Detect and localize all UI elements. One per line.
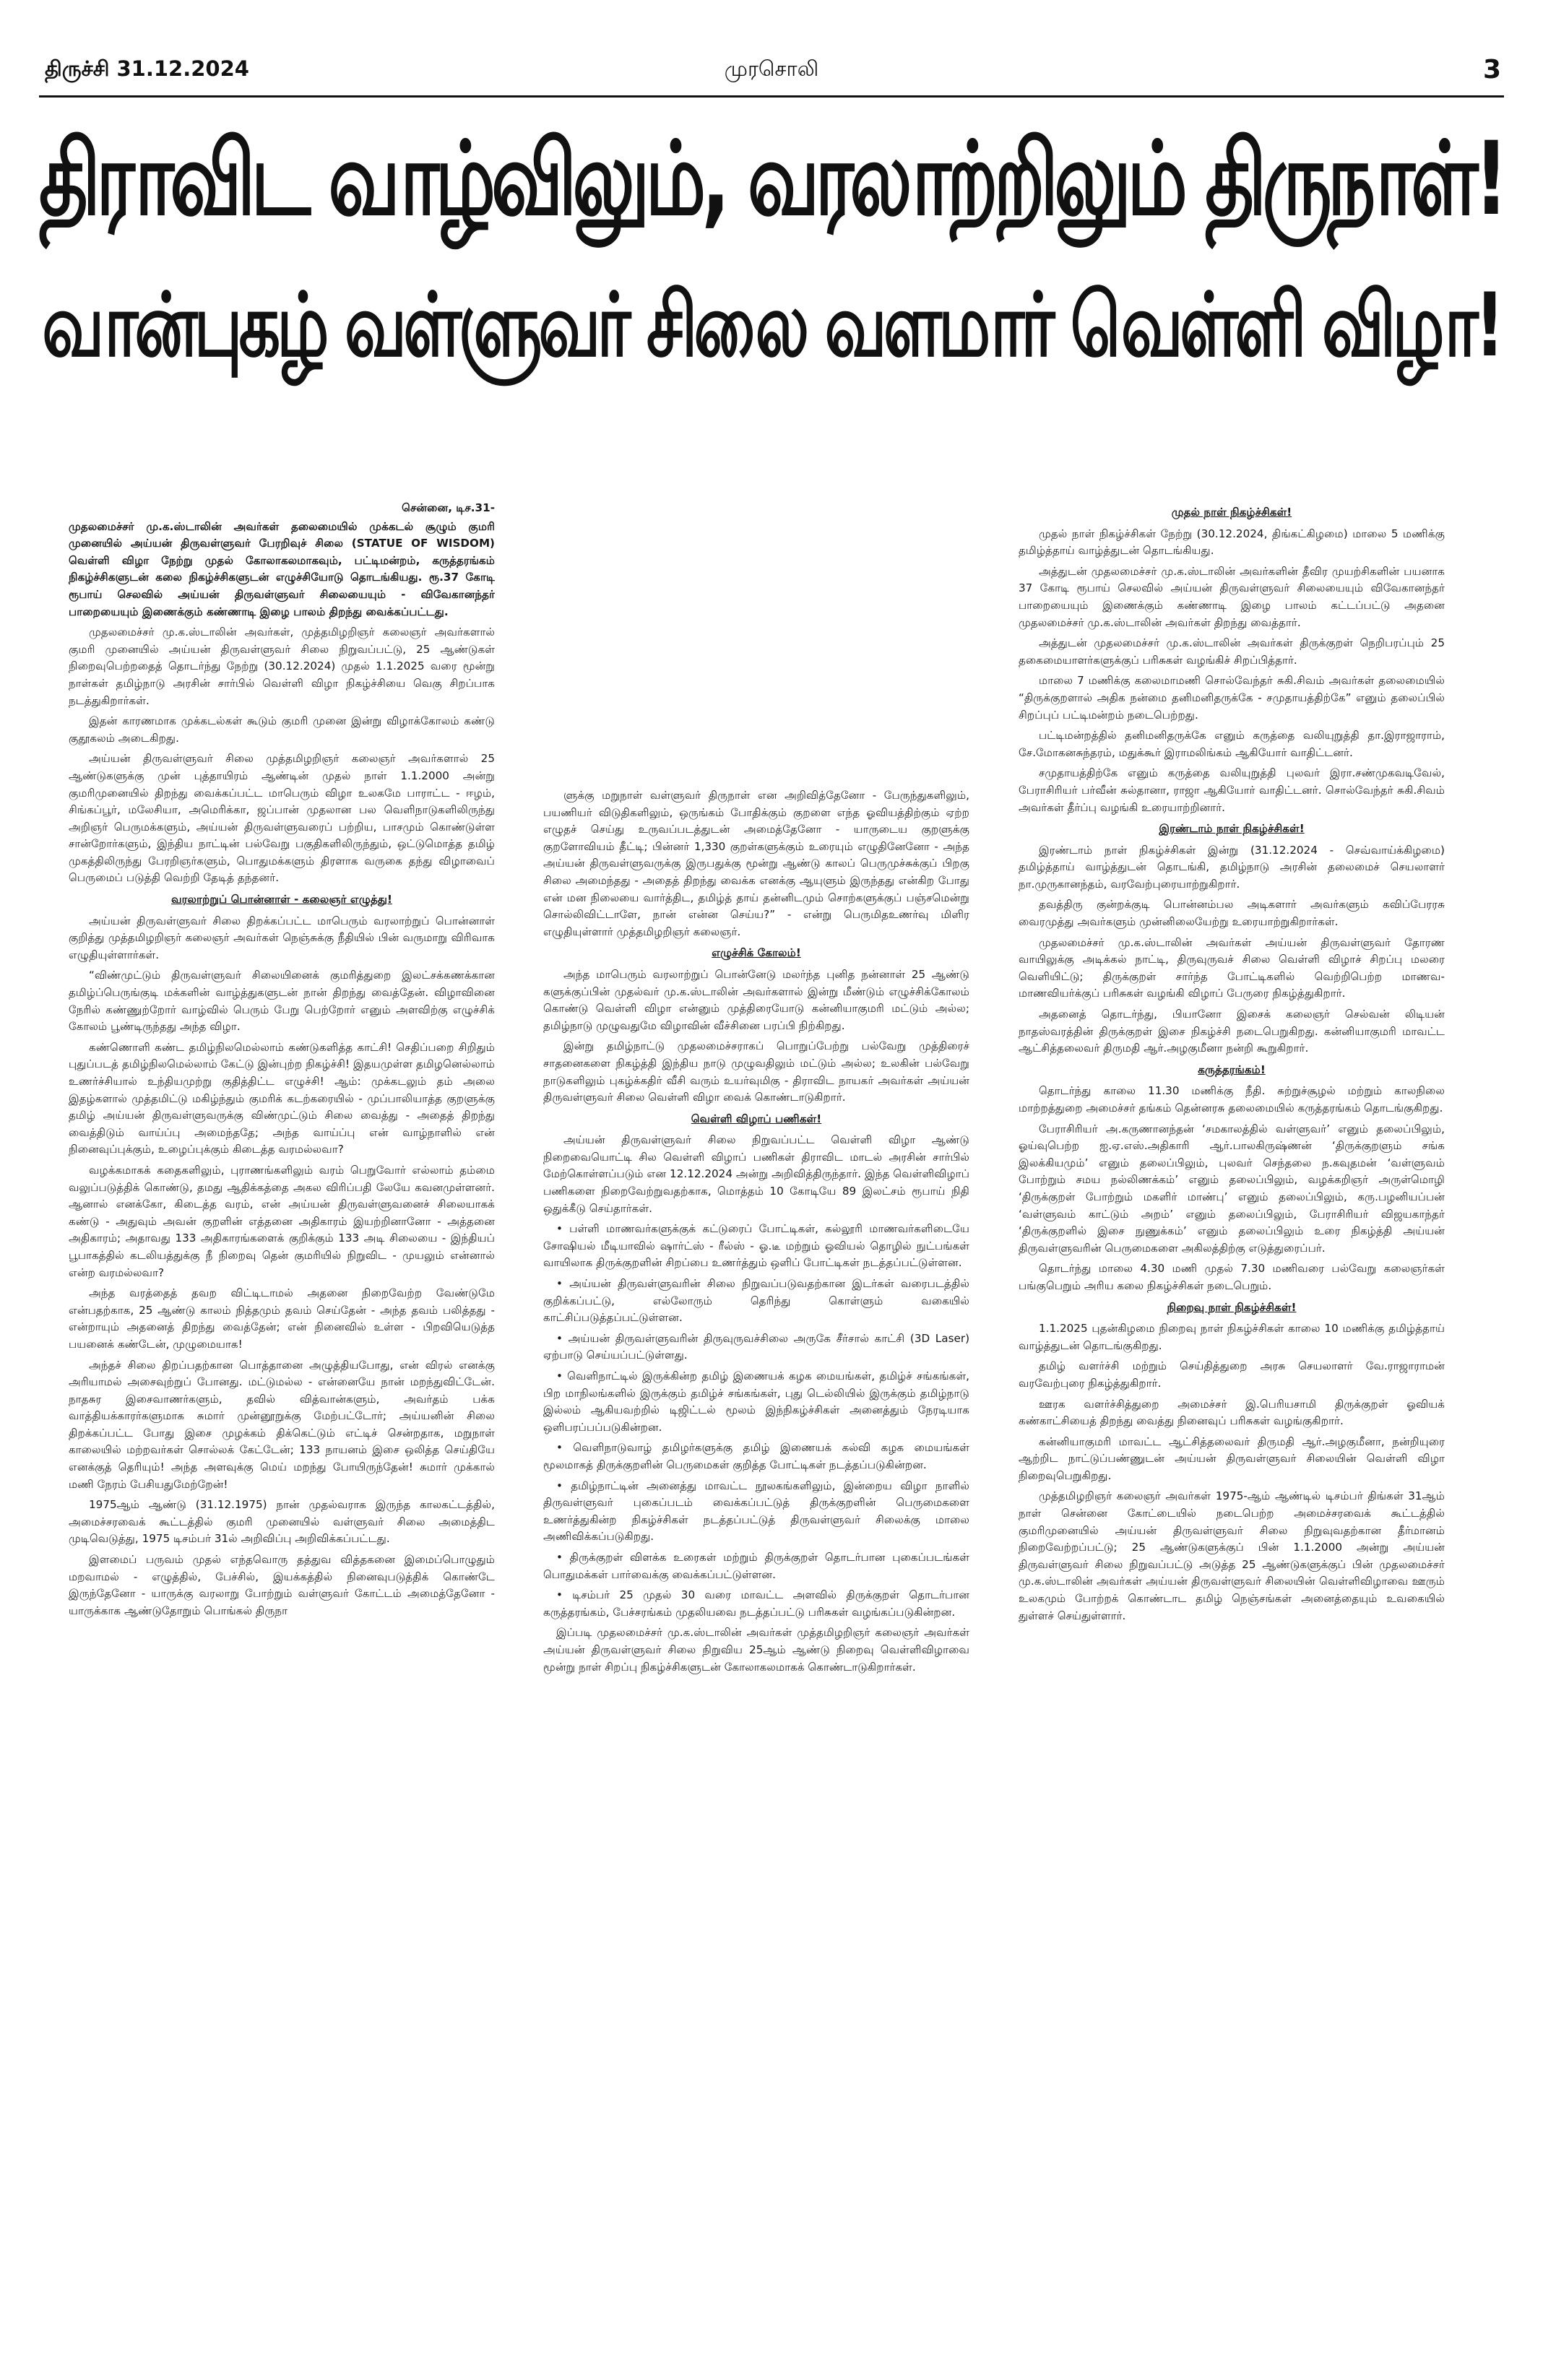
col1-paragraphs — [69, 624, 495, 887]
headline-text: திராவிட வாழ்விலும், வரலாற்றிலும் திருநாள்! — [38, 119, 1505, 238]
paragraph: இரண்டாம் நாள் நிகழ்ச்சிகள் இன்று (31.12.2024 - செவ்வாய்க்கிழமை) தமிழ்த்தாய் வாழ்த்துடன் தொடங்கி, தமிழ்நாடு அரசின் தலைமைச் செயலாளர் நா.முருகானந்தம், வரவேற்புரையாற்றுகிறார். — [1019, 843, 1445, 891]
paragraph: கன்னியாகுமரி மாவட்ட ஆட்சித்தலைவர் திருமதி ஆர்.அழகுமீனா, நன்றியுரை ஆற்றிட நாட்டுப்பண்ணுடன் அய்யன் திருவள்ளுவர் சிலையின் வெள்ளி விழா நிறைவுபெறுகிறது. — [1019, 1435, 1445, 1482]
paragraph: “விண்முட்டும் திருவள்ளுவர் சிலையினைக் குமரித்துறை இலட்சக்கணக்கான தமிழ்ப்பெருங்குடி மக்களின் வாழ்த்துகளுடன் நான் திறந்து வைத்தேன். விழாவினை நேரில் கண்ணுற்றோர் வாழ்வில் பெரும் பேறு பெற்றோர் எனும் அளவிற்கு எழுச்சிக் கோலம் பூண்டிருந்தது அந்த விழா. — [69, 969, 495, 1034]
col2-paragraphs — [543, 787, 969, 940]
paragraph: 1975ஆம் ஆண்டு (31.12.1975) நான் முதல்வராக இருந்த காலகட்டத்தில், அமைச்சரவைக் கூட்டத்தில் குமரி முனையில் வள்ளுவர் சிலை அமைத்திட முடிவெடுத்து, 1975 டிசம்பர் 31ல் அறிவிப்பு அறிவிக்கப்பட்டது. — [69, 1498, 495, 1546]
paragraph: அந்த மாபெரும் வரலாற்றுப் பொன்னேடு மலர்ந்த புனித நன்னாள் 25 ஆண்டு களுக்குப்பின் முதல்வர் மு.க.ஸ்டாலின் அவர்களால் இன்று மீண்டும் எழுச்சிக்கோலம் கொண்டு வெள்ளி விழா என்னும் முத்திரையோடு கன்னியாகுமரி மட்டும் அல்ல; தமிழ்நாடு முழுவதுமே விழாவின் வீச்சினை பரப்பி நிற்கிறது. — [543, 967, 969, 1032]
paragraph: • டிசம்பர் 25 முதல் 30 வரை மாவட்ட அளவில் திருக்குறள் தொடர்பான கருத்தரங்கம், பேச்சரங்கம் முதலியவை நடத்தப்பட்டு பரிசுகள் வழங்கப்படுகின்றன. — [543, 1588, 969, 1619]
masthead-rule — [39, 95, 1504, 98]
paragraph: 1.1.2025 புதன்கிழமை நிறைவு நாள் நிகழ்ச்சிகள் காலை 10 மணிக்கு தமிழ்த்தாய் வாழ்த்துடன் தொடங்குகிறது. — [1019, 1322, 1445, 1352]
col1-paragraphs-2 — [69, 913, 495, 1620]
paragraph: • திருக்குறள் விளக்க உரைகள் மற்றும் திருக்குறள் தொடர்பான புகைப்படங்கள் பொதுமக்கள் பார்வைக்கு வைக்கப்பட்டுள்ளன. — [543, 1550, 969, 1581]
paragraph: முத்தமிழறிஞர் கலைஞர் அவர்கள் 1975-ஆம் ஆண்டில் டிசம்பர் திங்கள் 31ஆம் நாள் சென்னை கோட்டையில் நடைபெற்ற அமைச்சரவைக் கூட்டத்தில் குமரிமுனையில் அய்யன் திருவள்ளுவர் சிலை நிறுவுவதற்கான தீர்மானம் நிறைவேற்றப்பட்டு; 25 ஆண்டுகளுக்குப் பின் 1.1.2000 அன்று அய்யன் திருவள்ளுவர் சிலை நிறுவப்பட்டு அடுத்த 25 ஆண்டுகளுக்குப் பின் முதலமைச்சர் மு.க.ஸ்டாலின் அவர்கள் அய்யன் திருவள்ளுவர் சிலையின் வெள்ளிவிழாவை ஊரும் உலகமும் போற்றக் கொண்டாட தமிழ் நெஞ்சங்கள் அனைத்தையும் உவகையில் துள்ளச் செய்துள்ளார். — [1019, 1489, 1445, 1622]
paragraph: தொடர்ந்து மாலை 4.30 மணி முதல் 7.30 மணிவரை பல்வேறு கலைஞர்கள் பங்குபெறும் அரிய கலை நிகழ்ச்சிகள் நடைபெறும். — [1019, 1262, 1445, 1292]
paragraph: அய்யன் திருவள்ளுவர் சிலை முத்தமிழறிஞர் கலைஞர் அவர்களால் 25 ஆண்டுகளுக்கு முன் புத்தாயிரம் ஆண்டின் முதல் நாள் 1.1.2000 அன்று குமரிமுனையில் திறந்து வைக்கப்பட்ட மாபெரும் விழா உலகமே பாராட்ட - ஈழம், சிங்கப்பூர், மலேசியா, அமெரிக்கா, ஜப்பான் முதலான பல வெளிநாடுகளிலிருந்து அறிஞர் பெருமக்களும், அய்யன் திருவள்ளுவரைப் பற்றிய, பாசமும் கொண்டுள்ள சான்றோர்களும், இந்திய நாட்டின் பல்வேறு பகுதிகளிலிருந்தும், ஒட்டுமொத்த தமிழ் முகத்திலிருந்து பேரறிஞர்களும், பொதுமக்களும் திரளாக வருகை தந்து விழாவைப் பெருமைப் படுத்தி வெற்றி தேடித் தந்தனர். — [69, 752, 495, 885]
subheading: முதல் நாள் நிகழ்ச்சிகள்! — [1171, 506, 1292, 519]
paragraph: சமுதாயத்திற்கே எனும் கருத்தை வலியுறுத்தி புலவர் இரா.சண்முகவடிவேல், பேராசிரியர் பர்வீன் சுல்தானா, ராஜா ஆகியோர் வாதிட்டனர். சொல்வேந்தர் சுகி.சிவம் அவர்கள் தீர்ப்பு வழங்கி உரையாற்றினார். — [1019, 766, 1445, 814]
paragraph: அய்யன் திருவள்ளுவர் சிலை நிறுவப்பட்ட வெள்ளி விழா ஆண்டு நிறைவையொட்டி சில வெள்ளி விழாப் பணிகள் திராவிட மாடல் அரசின் சார்பில் மேற்கொள்ளப்படும் என 12.12.2024 அன்று அறிவித்திருந்தார். இந்த வெள்ளிவிழாப் பணிகளை நிறைவேற்றுவதற்காக, மொத்தம் 10 கோடியே 89 இலட்சம் ரூபாய் நிதி ஒதுக்கீடு செய்தார்கள். — [543, 1133, 969, 1215]
paragraph: பட்டிமன்றத்தில் தனிமனிதருக்கே எனும் கருத்தை வலியுறுத்தி தா.இராஜாராம், சே.மோகனசுந்தரம், மதுக்கூர் இராமலிங்கம் ஆகியோர் வாதிட்டனர். — [1019, 729, 1445, 759]
paragraph: தொடர்ந்து காலை 11.30 மணிக்கு நீதி. சுற்றுச்சூழல் மற்றும் காலநிலை மாற்றத்துறை அமைச்சர் தங்கம் தென்னரசு தலைமையில் கருத்தரங்கம் தொடங்குகிறது. — [1019, 1084, 1445, 1115]
paragraph: பேராசிரியர் அ.கருணானந்தன் ‘சமகாலத்தில் வள்ளுவர்’ எனும் தலைப்பிலும், ஓய்வுபெற்ற ஐ.ஏ.எஸ்.அதிகாரி ஆர்.பாலகிருஷ்ணன் ‘திருக்குறளும் சங்க இலக்கியமும்’ எனும் தலைப்பிலும், புலவர் செந்தலை ந.கவுதமன் ‘வள்ளுவம் போற்றும் சமய நல்லிணக்கம்’ எனும் தலைப்பிலும், வழக்கறிஞர் அருள்மொழி ‘திருக்குறள் போற்றும் மகளிர் மாண்பு’ எனும் தலைப்பிலும், கரு.பழனியப்பன் ‘வள்ளுவம் காட்டும் அறம்’ எனும் தலைப்பிலும், பேராசிரியர் விஜயகாந்தர் ‘திருக்குறளில் இசை நுணுக்கம்’ எனும் தலைப்பிலும் உரை நிகழ்த்தி அய்யன் திருவள்ளுவரின் பெருமைகளை அகிலத்திற்கு எடுத்துரைப்பர். — [1019, 1122, 1445, 1255]
article-lead: முதலமைச்சர் மு.க.ஸ்டாலின் அவர்கள் தலைமையில் முக்கடல் சூழும் குமரி முனையில் அய்யன் திருவள்ளுவர் பேரறிவுச் சிலை (STATUE OF WISDOM) வெள்ளி விழா நேற்று முதல் கோலாகலமாகவும், பட்டிமன்றம், கருத்தரங்கம் நிகழ்ச்சிகளுடன் கலை நிகழ்ச்சிகளுடன் எழுச்சியோடு தொடங்கியது. ரூ.37 கோடி ரூபாய் செலவில் அய்யன் திருவள்ளுவர் சிலையையும் - விவேகானந்தர் பாறையையும் இணைக்கும் கண்ணாடி இழை பாலம் திறந்து வைக்கப்பட்டது. — [69, 519, 495, 618]
article-column-3 — [1019, 500, 1445, 1628]
paragraph: முதல் நாள் நிகழ்ச்சிகள் நேற்று (30.12.2024, திங்கட்கிழமை) மாலை 5 மணிக்கு தமிழ்த்தாய் வாழ்த்துடன் தொடங்கியது. — [1019, 527, 1445, 558]
col3-paragraphs-1 — [1019, 526, 1445, 817]
headline-line-1 — [29, 119, 1514, 252]
paragraph: • வெளிநாடுவாழ் தமிழர்களுக்கு தமிழ் இணையக் கல்வி கழக மையங்கள் மூலமாகத் திருக்குறளின் பெருமைகள் குறித்த போட்டிகள் நடத்தப்படுகின்றன. — [543, 1441, 969, 1471]
dateline: சென்னை, டிச.31- — [402, 501, 495, 514]
paragraph: இதன் காரணமாக முக்கடல்கள் கூடும் குமரி முனை இன்று விழாக்கோலம் கண்டு குதூகலம் அடைகிறது. — [69, 714, 495, 745]
col2-bullets — [543, 1221, 969, 1676]
paragraph: வழக்கமாகக் கதைகளிலும், புராணங்களிலும் வரம் பெறுவோர் எல்லாம் தம்மை வலுப்படுத்திக் கொண்டு, தமது ஆதிக்கத்தை அகல விரிப்பதி லேயே கவனமுள்ளனர். ஆனால் எனக்கோ, கிடைத்த வரம், என் அய்யன் திருவள்ளுவனைச் சிலையாகக் கண்டு - அதுவும் அவன் குறளின் எத்தனை அதிகாரம் இயற்றினானோ - அத்தனை அதிகாரம்; அதாவது 133 அதிகாரங்களைக் குறிக்கும் 133 அடி சிலையை - இந்தியப் பூபாகத்தில் கடலியத்துக்கு நீ நிறைவு தென் குமரியில் நிறுவிட - முயலும் என்னால் என்ற வரமல்லவா? — [69, 1163, 495, 1279]
paragraph: அத்துடன் முதலமைச்சர் மு.க.ஸ்டாலின் அவர்களின் தீவிர முயற்சிகளின் பயனாக 37 கோடி ரூபாய் செலவில் அய்யன் திருவள்ளுவர் சிலையையும் விவேகானந்தர் பாறையையும் இணைக்கும் கண்ணாடி இழை பாலம் கட்டப்பட்டு அதனை முதலமைச்சர் மு.க.ஸ்டாலின் அவர்கள் திறந்து வைத்தார். — [1019, 564, 1445, 629]
paragraph: ஊரக வளர்ச்சித்துறை அமைச்சர் இ.பெரியசாமி திருக்குறள் ஓவியக் கண்காட்சியைத் திறந்து வைத்து நினைவுப் பரிசுகள் வழங்குகிறார். — [1019, 1397, 1445, 1428]
page-number: 3 — [1482, 55, 1501, 85]
paragraph: • அய்யன் திருவள்ளுவரின் சிலை நிறுவப்படுவதற்கான இடர்கள் வரைபடத்தில் குறிக்கப்பட்டு, எல்லோரும் தெரிந்து கொள்ளும் வகையில் காட்சிப்படுத்தப்பட்டுள்ளன. — [543, 1277, 969, 1325]
paragraph: தமிழ் வளர்ச்சி மற்றும் செய்தித்துறை அரசு செயலாளர் வே.ராஜாராமன் வரவேற்புரை நிகழ்த்துகிறார். — [1019, 1359, 1445, 1390]
article-column-2 — [543, 787, 969, 1679]
masthead — [39, 56, 1504, 91]
subheading: வரலாற்றுப் பொன்னாள் - கலைஞர் எழுத்து! — [171, 893, 392, 906]
col2-paragraphs-2 — [543, 966, 969, 1107]
paragraph: இன்று தமிழ்நாட்டு முதலமைச்சராகப் பொறுப்பேற்று பல்வேறு முத்திரைச் சாதனைகளை நிகழ்த்தி இந்திய நாடு முழுவதிலும் மட்டும் அல்ல; உலகின் பல்வேறு நாடுகளிலும் புகழ்க்கதிர் வீசி வரும் உயர்வுமிகு - திராவிட நாயகர் அவர்கள் அய்யன் திருவள்ளுவர் சிலை வெள்ளி விழா வைக் கொண்டாடுகிறார். — [543, 1039, 969, 1104]
paragraph: ளுக்கு மறுநாள் வள்ளுவர் திருநாள் என அறிவித்தேனோ - பேருந்துகளிலும், பயணியர் விடுதிகளிலும், ஒருங்கம் போதிக்கும் குறளை எந்த ஓவியத்திற்கும் ஏற்ற எழுதச் செய்து உருவப்படத்துடன் அமைத்தேனோ - யாருடைய குறளுக்கு குறளோவியம் தீட்டி; பின்னர் 1,330 குறள்களுக்கும் உரையும் எழுதினேனோ - அந்த அய்யன் திருவள்ளுவருக்கு இருபதுக்கு மூன்று ஆண்டு காலப் பெருமுச்சுக்குப் பிறகு சிலை அமைந்தது - அதைத் திறந்து வைக்க எனக்கு ஆயுளும் இருந்தது என்கிற போது என் மன நிலையை வார்த்திட, தமிழ்த் தாய் தன்னிடமும் சொற்களுக்குப் பஞ்சமென்று சொல்லிவிட்டாளே, நான் என்ன செய்ய?” - என்று பெருமிதஉணர்வு மிளிர எழுதியுள்ளார் முத்தமிழறிஞர் கலைஞர். — [543, 789, 969, 938]
paragraph: கண்ணொளி கண்ட தமிழ்நிலமெல்லாம் கண்டுகளித்த காட்சி! செதிப்பறை சிறிதும் புதுப்படத் தமிழ்நிலமெல்லாம் கேட்டு இன்புற்ற நிகழ்ச்சி! இதயமுள்ள தமிழனெல்லாம் உணர்ச்சியால் உந்தியமுற்று குதித்திட்ட எழுச்சி! ஆம்: முக்கடலும் தம் அலை இதழ்களால் முத்தமிட்டு மகிழ்ந்தும் குமரிக் கடற்கரையில் - முப்பாலியாத்த குறளுக்கு தமிழ் அய்யன் திருவள்ளுவருக்கு விண்முட்டும் சிலை வைத்து - அதைத் திறந்து வைத்திடும் வாய்ப்பு அமைந்ததே; அந்த வாய்ப்பு என் வாழ்நாளில் என் நினைவுப்புக்கும், உழைப்புக்கும் கிடைத்த வரமல்லவா? — [69, 1040, 495, 1156]
paragraph: • அய்யன் திருவள்ளுவரின் திருவுருவச்சிலை அருகே சீர்சால் காட்சி (3D Laser) ஏற்பாடு செய்யப்பட்டுள்ளது. — [543, 1331, 969, 1362]
headline-line-2 — [29, 274, 1514, 389]
subheading: எழுச்சிக் கோலம்! — [712, 946, 801, 960]
paragraph: இளமைப் பருவம் முதல் எந்தவொரு தத்துவ வித்தகனை இமைப்பொழுதும் மறவாமல் - எழுத்தில், பேச்சில், இயக்கத்தில் நினைவுபடுத்திக் கொண்டே இருந்தேனோ - யாருக்கு வரலாறு போற்றும் வள்ளுவர் கோட்டம் அமைத்தேனோ - யாருக்காக ஆண்டுதோறும் பொங்கல் திருநா — [69, 1553, 495, 1617]
paragraph: • வெளிநாட்டில் இருக்கின்ற தமிழ் இணையக் கழக மையங்கள், தமிழ்ச் சங்கங்கள், பிற மாநிலங்களில் இருக்கும் தமிழ்ச் சங்கங்கள், புது டெல்லியில் இருக்கும் தமிழ்நாடு இல்லம் ஆகியவற்றில் டிஜிட்டல் மூலம் இந்நிகழ்ச்சிகள் அனைத்தும் நேரடியாக ஒளிபரப்பப்படுகின்றன. — [543, 1369, 969, 1434]
paragraph: அதனைத் தொடர்ந்து, பியானோ இசைக் கலைஞர் செல்வன் லிடியன் நாதஸ்வரத்தின் திருக்குறள் இசை நிகழ்ச்சி நடைபெறுகிறது. கன்னியாகுமரி மாவட்ட ஆட்சித்தலைவர் திருமதி ஆர்.அழகுமீனா நன்றி கூறுகிறார். — [1019, 1008, 1445, 1055]
paragraph: • பள்ளி மாணவர்களுக்குக் கட்டுரைப் போட்டிகள், கல்லூரி மாணவர்களிடையே சோஷியல் மீடியாவில் ஷார்ட்ஸ் - ரீல்ஸ் - ஓ.டீ மற்றும் ஓவியல் தொழில் நுட்பங்கள் வாயிலாக திருக்குறளின் சிறப்பை உணர்த்தும் ஒளிப் போட்டிகள் நடத்தப்பட்டுள்ளன. — [543, 1222, 969, 1270]
paragraph: மாலை 7 மணிக்கு கலைமாமணி சொல்வேந்தர் சுகி.சிவம் அவர்கள் தலைமையில் “திருக்குறளால் அதிக நன்மை தனிமனிதருக்கே - சமுதாயத்திற்கே” எனும் தலைப்பில் சிறப்புப் பட்டிமன்றம் நடைபெற்றது. — [1019, 674, 1445, 722]
headline-text: வான்புகழ் வள்ளுவர் சிலை வளமார் வெள்ளி விழா! — [42, 274, 1501, 377]
subheading: நிறைவு நாள் நிகழ்ச்சிகள்! — [1167, 1300, 1297, 1314]
subheading: இரண்டாம் நாள் நிகழ்ச்சிகள்! — [1159, 822, 1305, 836]
paragraph: இப்படி முதலமைச்சர் மு.க.ஸ்டாலின் அவர்கள் முத்தமிழறிஞர் கலைஞர் அவர்கள் அய்யன் திருவள்ளுவர் சிலை நிறுவிய 25ஆம் ஆண்டு நிறைவு வெள்ளிவிழாவை மூன்று நாள் சிறப்பு நிகழ்ச்சிகளுடன் கோலாகலமாகக் கொண்டாடுகிறார்கள். — [543, 1626, 969, 1674]
paragraph: முதலமைச்சர் மு.க.ஸ்டாலின் அவர்கள் அய்யன் திருவள்ளுவர் தோரண வாயிலுக்கு அடிக்கல் நாட்டி, திருவுருவச் சிலை வெள்ளி விழாச் சிறப்பு மலரை வெளியிட்டு; திருக்குறள் சார்ந்த போட்டிகளில் வெற்றிபெற்ற மாணவ- மாணவியர்க்குப் பரிசுகள் வழங்கி விழாப் பேருரை நிகழ்த்துகிறார். — [1019, 935, 1445, 1000]
col3-paragraphs-4 — [1019, 1320, 1445, 1624]
col2-paragraphs-3 — [543, 1132, 969, 1217]
article-column-1 — [69, 500, 495, 1623]
paragraph: அத்துடன் முதலமைச்சர் மு.க.ஸ்டாலின் அவர்கள் திருக்குறள் நெறிபரப்பும் 25 தகைமையாளர்களுக்குப் பரிசுகள் வழங்கிச் சிறப்பித்தார். — [1019, 636, 1445, 667]
edition-date: திருச்சி 31.12.2024 — [45, 56, 249, 81]
subheading: கருத்தரங்கம்! — [1198, 1063, 1266, 1076]
paragraph: தவத்திரு குன்றக்குடி பொன்னம்பல அடிகளார் அவர்களும் கவிப்பேரரசு வைரமுத்து அவர்களும் முன்னிலையேற்று உரையாற்றுகிறார்கள். — [1019, 898, 1445, 929]
paper-name: முரசொலி — [724, 56, 819, 81]
paragraph: அய்யன் திருவள்ளுவர் சிலை திறக்கப்பட்ட மாபெரும் வரலாற்றுப் பொன்னாள் குறித்து முத்தமிழறிஞர் கலைஞர் அவர்கள் நெஞ்சுக்கு நீதியில் பின் வருமாறு விரிவாக எழுதியுள்ளார்கள். — [69, 914, 495, 961]
col3-paragraphs-2 — [1019, 842, 1445, 1057]
paragraph: அந்த வரத்தைத் தவற விட்டிடாமல் அதனை நிறைவேற்ற வேண்டுமே என்பதற்காக, 25 ஆண்டு காலம் நித்தமும் தவம் செய்தேன் - அந்த தவம் பலித்தது - என்றாயும் அதனைத் திறந்து வைத்தேன்; என் நினைவில் உள்ள - பிறவியெடுத்த பயனைக் கண்டேன், முழுமையாக! — [69, 1286, 495, 1351]
paragraph: அந்தச் சிலை திறப்பதற்கான பொத்தானை அழுத்தியபோது, என் விரல் எனக்கு அரியாமல் அசைவுற்றுப் போனது. மட்டுமல்ல - என்னையே நான் மறந்துவிட்டேன். நாதசுர இசைவாணர்களும், தவில் வித்வான்களும், அவர்தம் பக்க வாத்தியக்காரர்களுமாக சுமார் முன்னூறுக்கு மேற்பட்டோர்; அய்யனின் சிலை திறக்கப்பட்ட போது இசை முழக்கம் திக்கெட்டும் எட்டிச் சென்றதாக, மறுநாள் காலையில் மற்றவர்கள் சொல்லக் கேட்டேன்; 133 நாயனம் இசை ஒலித்த செய்தியே எனக்குத் தெரியும்! அந்த அளவுக்கு மெய் மறந்து போயிருந்தேன்! சுமார் முக்கால் மணி நேரம் பேசியதுமேற்றேன்! — [69, 1358, 495, 1491]
subheading: வெள்ளி விழாப் பணிகள்! — [691, 1112, 822, 1125]
paragraph: • தமிழ்நாட்டின் அனைத்து மாவட்ட நூலகங்களிலும், இன்றைய விழா நாளில் திருவள்ளுவர் புகைப்படம் வைக்கப்பட்டுத் திருக்குறளின் பெருமைகளை உணர்த்துகின்ற நிகழ்ச்சிகள் நடத்தப்பட்டுத் திருவள்ளுவர் சிலைக்கு மாலை அணிவிக்கப்படுகிறது. — [543, 1479, 969, 1544]
paragraph: முதலமைச்சர் மு.க.ஸ்டாலின் அவர்கள், முத்தமிழறிஞர் கலைஞர் அவர்களால் குமரி முனையில் அய்யன் திருவள்ளுவர் சிலை நிறுவப்பட்டு, 25 ஆண்டுகள் நிறைவுபெற்றதைத் தொடர்ந்து நேற்று (30.12.2024) முதல் 1.1.2025 வரை மூன்று நாள்கள் தமிழ்நாடு அரசின் சார்பில் வெள்ளி விழா நிகழ்ச்சியை வெகு சிறப்பாக நடத்துகிறார்கள். — [69, 626, 495, 707]
col3-paragraphs-3 — [1019, 1083, 1445, 1294]
